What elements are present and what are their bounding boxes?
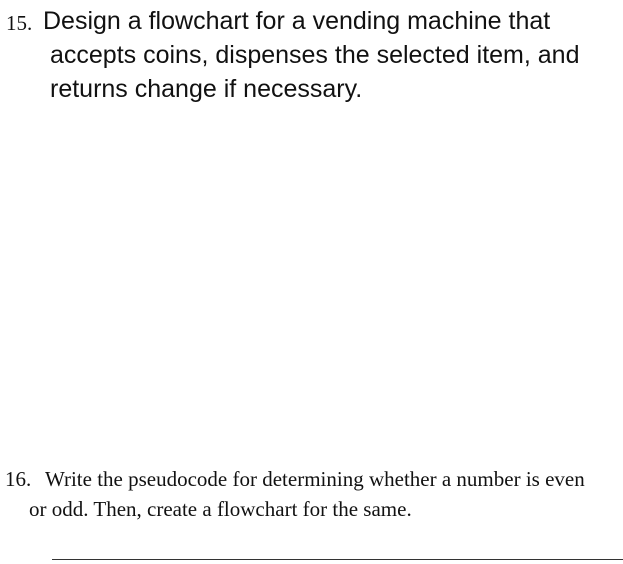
question-16 — [5, 464, 605, 524]
answer-space-15 — [6, 110, 616, 450]
question-15-number: 15. — [6, 11, 33, 35]
question-16-number: 16. — [5, 467, 32, 491]
answer-line-16 — [52, 559, 623, 560]
question-15 — [6, 4, 606, 106]
question-15-text: Design a flowchart for a vending machine that accepts coins, dispenses the selected item, and returns change if necessary. — [43, 7, 580, 103]
question-16-text: Write the pseudocode for determining whether a number is even or odd. Then, create a flowchart for the same. — [29, 467, 585, 521]
